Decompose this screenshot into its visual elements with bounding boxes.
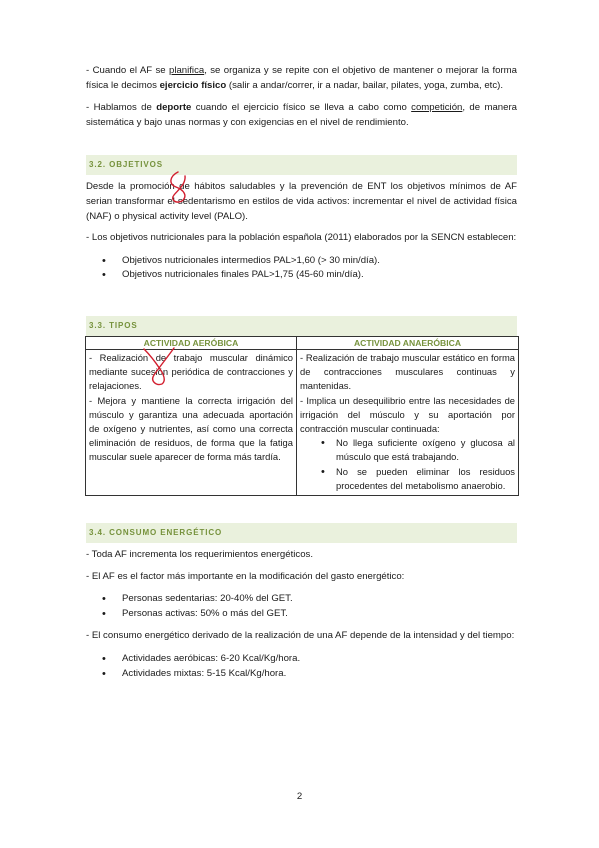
text: - Cuando el AF se bbox=[86, 65, 169, 76]
cell-anaerobica bbox=[297, 349, 519, 495]
document-page bbox=[86, 64, 517, 681]
cell-aerobica bbox=[86, 349, 297, 495]
section-heading-consumo-energetico bbox=[86, 523, 517, 543]
list-item: • Personas activas: 50% o más del GET. bbox=[86, 607, 517, 622]
text: (salir a andar/correr, ir a nadar, bailar, pilates, yoga, zumba, etc). bbox=[226, 79, 504, 91]
section-heading-objetivos bbox=[86, 155, 517, 175]
paragraph-ejercicio-fisico bbox=[86, 64, 517, 93]
list-item: • Actividades aeróbicas: 6-20 Kcal/Kg/hora. bbox=[86, 652, 517, 667]
cell-paragraph: - Mejora y mantiene la correcta irrigación del músculo y garantiza una adecuada aportación de oxígeno y nutrientes, así como una correcta eliminación de residuos, de forma que la fatiga muscular suele aparecer de forma más tardía. bbox=[89, 394, 293, 463]
section-heading-tipos bbox=[86, 316, 517, 336]
page-number: 2 bbox=[296, 791, 303, 802]
cell-paragraph: - Implica un desequilibrio entre las necesidades de irrigación del músculo y su aportación por contracción muscular continuada: bbox=[300, 394, 515, 434]
underlined-term: competición bbox=[411, 102, 463, 114]
list-item: • No se pueden eliminar los residuos procedentes del metabolismo anaerobio. bbox=[300, 465, 515, 493]
section-title: 3.4. CONSUMO ENERGÉTICO bbox=[89, 527, 223, 537]
objetivos-list bbox=[86, 254, 517, 283]
text: - Hablamos de bbox=[86, 102, 157, 114]
paragraph-requerimientos: - Toda AF incrementa los requerimientos energéticos. bbox=[86, 548, 313, 560]
bold-term: ejercicio físico bbox=[159, 79, 227, 91]
actividades-list bbox=[86, 652, 517, 681]
list-item: • Actividades mixtas: 5-15 Kcal/Kg/hora. bbox=[86, 667, 517, 682]
list-item: • Objetivos nutricionales finales PAL>1,75 (45-60 min/día). bbox=[86, 268, 517, 283]
cell-paragraph: - Realización de trabajo muscular dinámico mediante sucesión periódica de contracciones y relajaciones. bbox=[89, 351, 293, 392]
list-item: • No llega suficiente oxígeno y glucosa al músculo que está trabajando. bbox=[300, 436, 515, 464]
column-header-aerobica: ACTIVIDAD AERÓBICA bbox=[86, 336, 297, 349]
tipos-table bbox=[85, 336, 519, 496]
bold-term: deporte bbox=[156, 102, 192, 114]
paragraph-objetivos-intro: Desde la promoción de hábitos saludables y la prevención de ENT los objetivos mínimos de AF serian transformar el sedentarismo en estilos de vida activos: incrementar el nivel de actividad física (NAF) o physical activity level (PALO). bbox=[86, 181, 517, 222]
paragraph-objetivos-sencn: - Los objetivos nutricionales para la población española (2011) elaborados por la SENCN establecen: bbox=[86, 232, 517, 244]
table-header-row bbox=[86, 336, 519, 349]
text: cuando el ejercicio físico se lleva a cabo como bbox=[191, 102, 412, 114]
table-row bbox=[86, 349, 519, 495]
paragraph-intensidad-tiempo: - El consumo energético derivado de la realización de una AF depende de la intensidad y del tiempo: bbox=[86, 630, 515, 642]
text: , de manera sistemática y bajo unas normas y con exigencias en el nivel de rendimiento. bbox=[86, 102, 517, 128]
personas-list bbox=[86, 592, 517, 621]
cell-paragraph: - Realización de trabajo muscular estático en forma de contracciones musculares continuas y mantenidas. bbox=[300, 351, 515, 392]
list-item: • Objetivos nutricionales intermedios PAL>1,60 (> 30 min/día). bbox=[86, 254, 517, 269]
list-item: • Personas sedentarias: 20-40% del GET. bbox=[86, 592, 517, 607]
text: , se organiza y se repite con el objetivo de mantener o mejorar la forma física le decimos bbox=[86, 65, 517, 91]
paragraph-deporte bbox=[86, 101, 517, 130]
underlined-term: planifica bbox=[169, 65, 205, 76]
cell-list bbox=[300, 436, 515, 493]
section-title: 3.3. TIPOS bbox=[89, 320, 138, 330]
paragraph-gasto-energetico: - El AF es el factor más importante en la modificación del gasto energético: bbox=[86, 570, 405, 582]
section-title: 3.2. OBJETIVOS bbox=[89, 160, 163, 170]
column-header-anaerobica: ACTIVIDAD ANAERÓBICA bbox=[297, 336, 519, 349]
